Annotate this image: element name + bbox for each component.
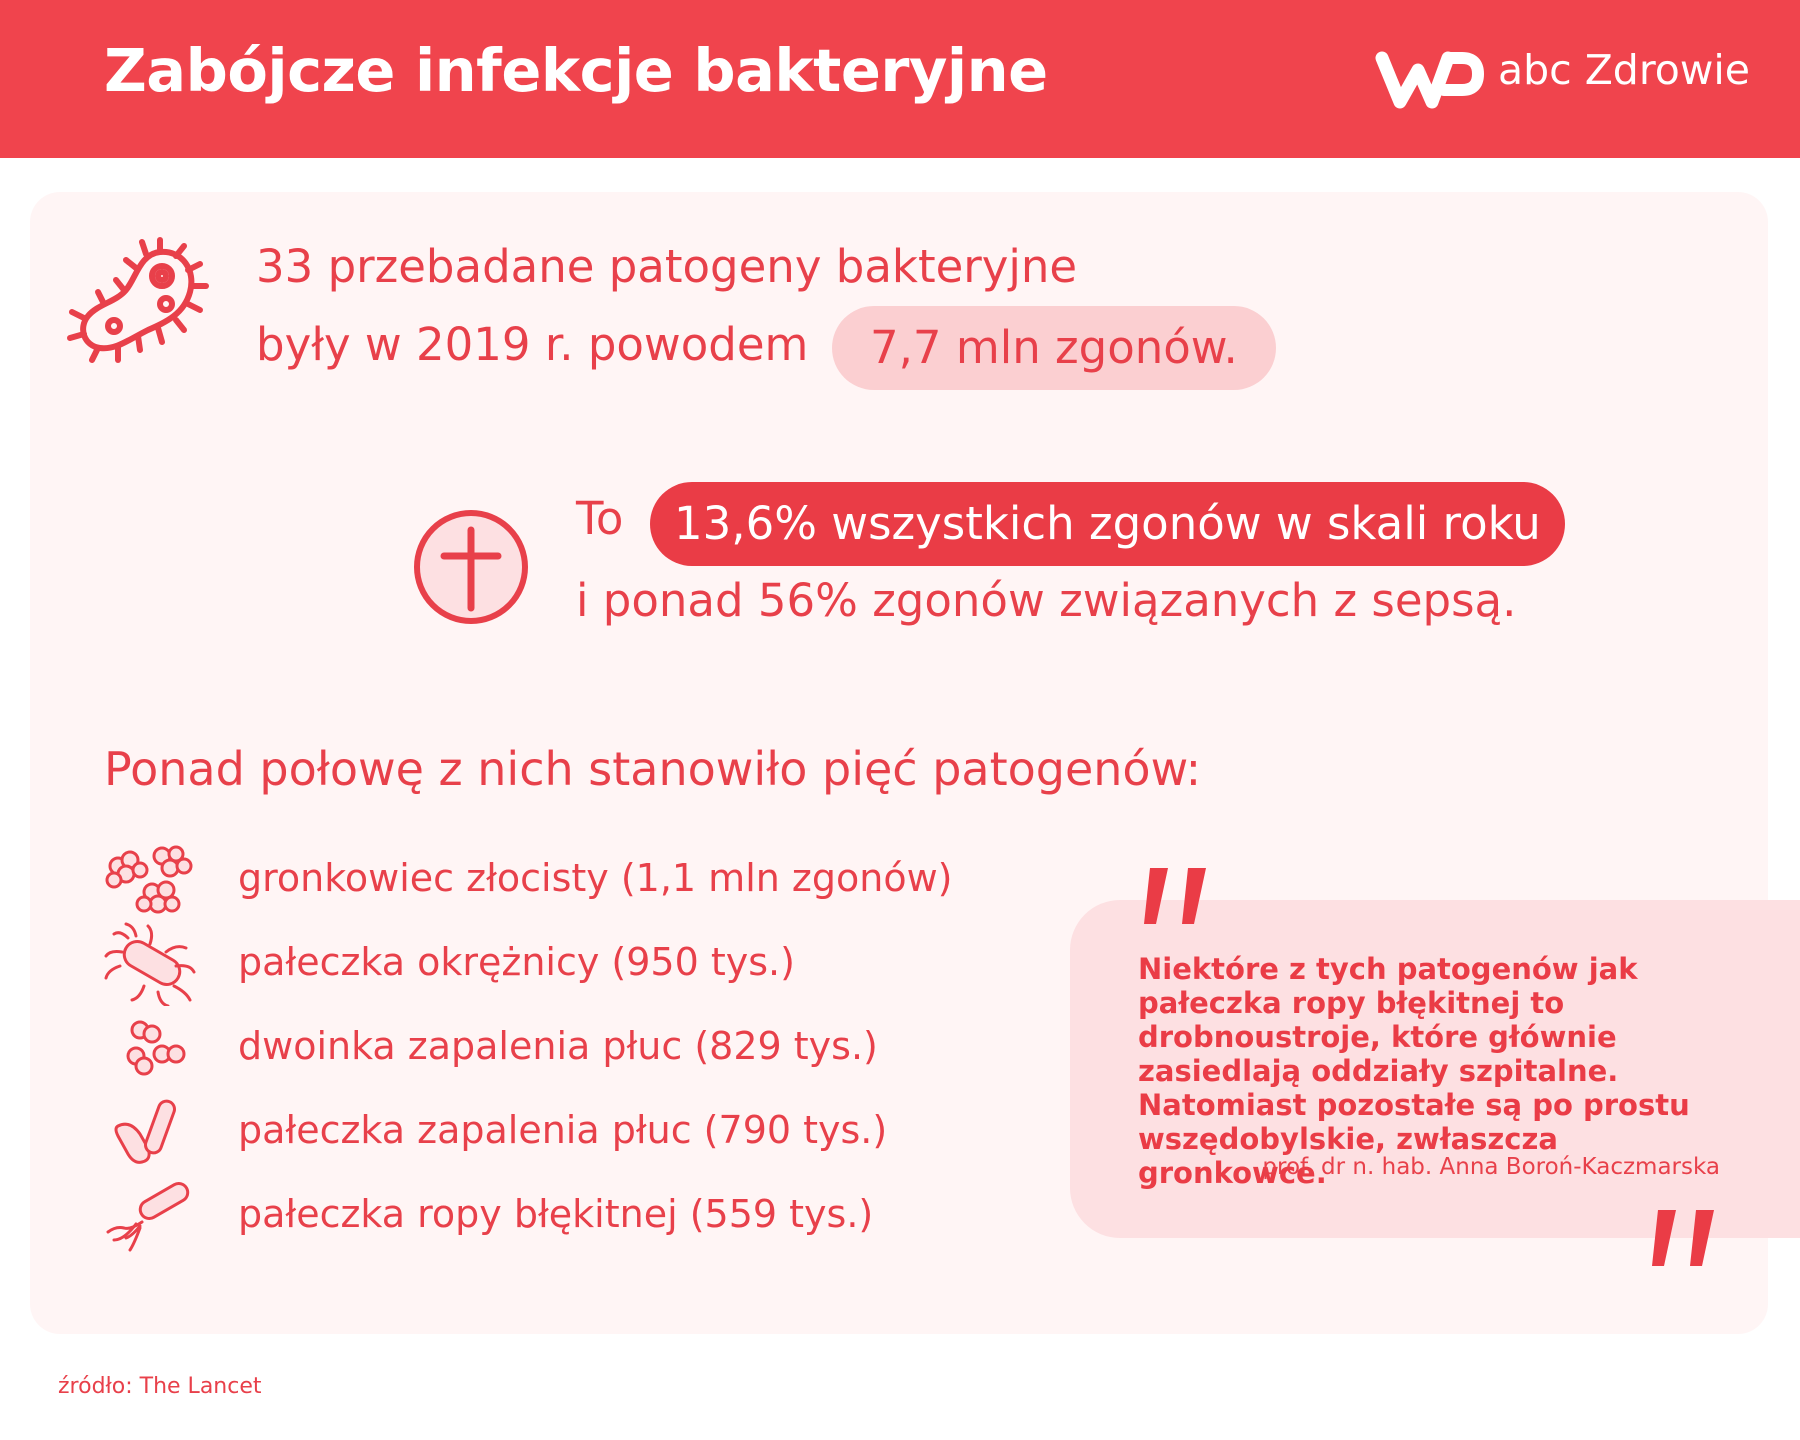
pathogen-item: [100, 922, 980, 1006]
quote-author: prof. dr n. hab. Anna Boroń-Kaczmarska: [1262, 1154, 1720, 1180]
pathogen-label: pałeczka zapalenia płuc (790 tys.): [238, 1108, 888, 1152]
diplococcus-icon: [100, 1006, 200, 1090]
pathogen-label: pałeczka okrężnicy (950 tys.): [238, 940, 795, 984]
quote-close-icon: [1640, 1204, 1724, 1302]
pathogen-item: [100, 1090, 980, 1174]
header-bar: [0, 0, 1800, 158]
stat1-line2: były w 2019 r. powodem: [256, 318, 809, 371]
pathogen-item: [100, 1174, 980, 1258]
wp-logo-icon: [1374, 44, 1484, 114]
pathogen-item: [100, 838, 980, 922]
quote-open-icon: [1132, 862, 1216, 960]
stat2-line2: i ponad 56% zgonów związanych z sepsą.: [576, 574, 1517, 627]
cross-icon: [412, 508, 530, 626]
bacterium-icon: [62, 226, 210, 374]
brand-name: abc Zdrowie: [1498, 46, 1751, 94]
source-note: źródło: The Lancet: [58, 1374, 262, 1399]
page-title: Zabójcze infekcje bakteryjne: [104, 36, 1048, 105]
pathogen-label: pałeczka ropy błękitnej (559 tys.): [238, 1192, 874, 1236]
pathogens-heading: Ponad połowę z nich stanowiło pięć patogenów:: [104, 742, 1202, 796]
pseudomonas-icon: [100, 1174, 200, 1258]
pathogen-label: dwoinka zapalenia płuc (829 tys.): [238, 1024, 878, 1068]
pathogen-label: gronkowiec złocisty (1,1 mln zgonów): [238, 856, 953, 900]
deaths-highlight: 7,7 mln zgonów.: [832, 306, 1276, 390]
expert-quote: Niektóre z tych patogenów jak pałeczka ropy błękitnej to drobnoustroje, które głównie zasiedlają oddziały szpitalne. Natomiast pozostałe są po prostu wszędobylskie, zwłaszcza gronkowce.: [1138, 952, 1690, 1190]
stat1-line1: 33 przebadane patogeny bakteryjne: [256, 240, 1078, 293]
bacillus-icon: [100, 1090, 200, 1174]
pathogen-item: [100, 1006, 980, 1090]
percent-highlight: 13,6% wszystkich zgonów w skali roku: [650, 482, 1565, 566]
staphylococcus-icon: [100, 838, 200, 922]
stat2-prefix: To: [576, 492, 624, 545]
e-coli-icon: [100, 922, 200, 1006]
